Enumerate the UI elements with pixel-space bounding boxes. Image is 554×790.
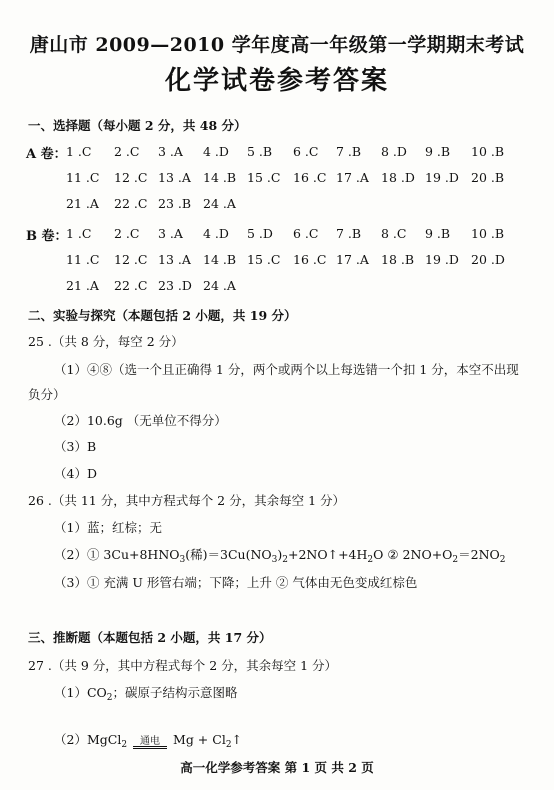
answer-item: 5 .B [247,144,273,159]
section-inference-heading: 三、推断题（本题包括 2 小题，共 17 分） [28,630,272,645]
q27-heading: 27 .（共 9 分，其中方程式每个 2 分，其余每空 1 分） [28,658,338,673]
answer-item: 7 .B [336,144,362,159]
answer-item: 16 .C [293,252,327,267]
answer-item: 11 .C [66,252,100,267]
electrolysis-condition: 通电 [131,732,169,750]
section-choice-heading: 一、选择题（每小题 2 分，共 48 分） [28,118,247,133]
answer-item: 9 .B [425,144,451,159]
q25-answer-1-line2: 负分） [28,387,66,402]
q26-answer-2-equations: （2）① $3Cu+8HNO_3$(稀)$=3Cu(NO_3)_2+2NO↑+4H_2O$ ② $2NO+O_2=2NO_2$ [54,547,506,565]
answer-item: 21 .A [66,196,99,211]
paper-b-label: B 卷： [26,229,68,244]
page-footer: 高一化学参考答案 第 1 页 共 2 页 [180,760,374,775]
answer-item: 3 .A [158,144,183,159]
answer-item: 2 .C [114,226,140,241]
answer-item: 14 .B [203,252,237,267]
answer-item: 20 .B [471,170,505,185]
answer-item: 13 .A [158,252,191,267]
answer-item: 21 .A [66,278,99,293]
answer-item: 8 .D [381,144,407,159]
answer-item: 14 .B [203,170,237,185]
answer-item: 17 .A [336,252,369,267]
answer-item: 18 .B [381,252,415,267]
answer-item: 22 .C [114,196,148,211]
q25-answer-4: （4）D [54,466,97,481]
answer-item: 16 .C [293,170,327,185]
answer-item: 15 .C [247,170,281,185]
answer-item: 22 .C [114,278,148,293]
answer-item: 23 .B [158,196,192,211]
q25-answer-1-line1: （1）④⑧（选一个且正确得 1 分，两个或两个以上每选错一个扣 1 分，本空不出现 [54,362,519,377]
answer-item: 4 .D [203,144,229,159]
answer-item: 18 .D [381,170,415,185]
q25-answer-3: （3）B [54,439,97,454]
q27-answer-2-equation: （2）MgCl$_2$ 通电 $Mg + Cl_2↑$ [54,732,243,750]
answer-item: 5 .D [247,226,273,241]
answer-item: 24 .A [203,196,236,211]
answer-item: 4 .D [203,226,229,241]
section-experiment-heading: 二、实验与探究（本题包括 2 小题，共 19 分） [28,308,297,323]
answer-item: 7 .B [336,226,362,241]
q25-answer-2: （2）10.6g （无单位不得分） [54,413,227,428]
q26-heading: 26 .（共 11 分，其中方程式每个 2 分，其余每空 1 分） [28,493,346,508]
answer-item: 10 .B [471,226,505,241]
answer-item: 6 .C [293,144,319,159]
answer-item: 19 .D [425,252,459,267]
answer-item: 11 .C [66,170,100,185]
answer-item: 2 .C [114,144,140,159]
answer-item: 23 .D [158,278,192,293]
q26-answer-1: （1）蓝；红棕；无 [54,520,162,535]
q27-answer-1: $(1)CO_2$；碳原子结构示意图略 [54,685,238,703]
answer-item: 6 .C [293,226,319,241]
answer-item: 1 .C [66,144,92,159]
answer-item: 15 .C [247,252,281,267]
answer-item: 10 .B [471,144,505,159]
answer-item: 12 .C [114,252,148,267]
answer-item: 19 .D [425,170,459,185]
answer-item: 20 .D [471,252,505,267]
q26-answer-3: （3）① 充满 U 形管右端；下降；上升 ② 气体由无色变成红棕色 [54,575,418,590]
answer-item: 1 .C [66,226,92,241]
answer-item: 13 .A [158,170,191,185]
answer-item: 17 .A [336,170,369,185]
answer-key-title: 化学试卷参考答案 [164,66,389,96]
answer-item: 8 .C [381,226,407,241]
q25-heading: 25 .（共 8 分，每空 2 分） [28,334,184,349]
answer-item: 24 .A [203,278,236,293]
paper-a-label: A 卷： [26,147,67,162]
answer-item: 3 .A [158,226,183,241]
answer-item: 12 .C [114,170,148,185]
answer-item: 9 .B [425,226,451,241]
exam-title: 唐山市 2009—2010 学年度高一年级第一学期期末考试 [29,34,525,56]
